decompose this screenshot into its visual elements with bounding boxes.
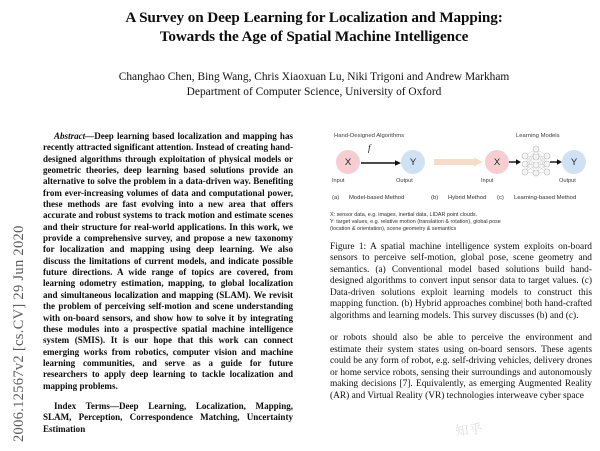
arxiv-identifier-text: 2006.12567v2 [cs.CV] 29 Jun 2020: [11, 225, 27, 442]
page-title: [64, 8, 564, 46]
author-names: Changhao Chen, Bing Wang, Chris Xiaoxuan Lu, Niki Trigoni and Andrew Markham: [118, 71, 510, 83]
index-terms-body: Deep Learning, Localization, Mapping, SLAM, Perception, Correspondence Matching, Uncertainty Estimation: [43, 400, 293, 434]
figure-1-caption: Figure 1: A spatial machine intelligence system exploits on-board sensors to perceive self-motion, global pose, scene geometry and semantics. (a) Conventional model based solutions build hand-designed algorithms to convert input sensor data to target values. (c) Data-driven solutions exploit learning models to construct this mapping function. (b) Hybrid approaches combine| both hand-crafted algorithms and learning models. This survey discusses (b) and (c).: [330, 241, 592, 321]
figure-a-output-node: Y: [401, 150, 425, 174]
index-terms-lead-in: Index Terms—: [54, 400, 119, 411]
figure-c-output-label: Output: [559, 178, 576, 184]
figure-c-input-label: Input: [481, 178, 494, 184]
figure-subcaption-b-tag: (b): [431, 195, 439, 201]
watermark-text: 知乎: [454, 420, 485, 439]
abstract-lead-in: Abstract—: [54, 131, 95, 141]
author-block: [64, 70, 564, 99]
abstract-body: Deep learning based localization and mapping has recently attracted significant attention. Instead of creating hand-designed algorithms through exploitation of physical models or geometric theories, deep learning based solutions provide an alternative to solve the problem in a data-driven way. Benefiting from ever-increasing volumes of data and computational power, these methods are fast evolving into a new area that offers accurate and robust systems to track motion and estimate scenes and their structure for real-world applications. In this work, we provide a comprehensive survey, and propose a new taxonomy for localization and mapping using deep learning. We also discuss the limitations of current models, and indicate possible future directions. A wide range of topics are covered, from learning odometry estimation, mapping, to global localization and simultaneous localization and mapping (SLAM). We revisit the problem of perceiving self-motion and scene understanding with on-board sensors, and show how to solve it by integrating these modules into a prospective spatial machine intelligence system (SMIS). It is our hope that this work can connect emerging works from robotics, computer vision and machine learning communities, and serve as a guide for future researchers to apply deep learning to tackle localization and mapping problems.: [43, 131, 293, 391]
title-line-2: Towards the Age of Spatial Machine Intelligence: [159, 28, 469, 45]
figure-a-input-label: Input: [332, 178, 345, 184]
right-column: [330, 131, 592, 451]
figure-a-arrow-icon: [361, 160, 403, 166]
figure-c-arrow-in-icon: [509, 159, 521, 165]
left-column: [43, 131, 293, 451]
figure-legend-line-3: (location & orientation), scene geometry & semantics: [330, 226, 457, 233]
index-terms-paragraph: [43, 401, 293, 435]
figure-1-graphic: [330, 131, 592, 209]
figure-c-input-node: X: [485, 150, 509, 174]
abstract-paragraph: [43, 131, 293, 392]
author-affiliation: Department of Computer Science, University of Oxford: [186, 85, 442, 98]
figure-legend: [330, 212, 592, 234]
figure-heading-hand-designed: Hand-Designed Algorithms: [334, 133, 405, 139]
figure-subcaption-a-tag: (a): [332, 195, 340, 201]
figure-subcaption-c-tag: (c): [497, 195, 504, 201]
figure-c-output-node: Y: [562, 150, 586, 174]
figure-function-label: f: [368, 143, 371, 153]
figure-subcaption-c-label: Learning-based Method: [514, 195, 577, 201]
title-line-1: A Survey on Deep Learning for Localization and Mapping:: [125, 9, 503, 26]
figure-legend-line-1: X: sensor data, e.g. images, inertial data, LIDAR point clouds.: [330, 212, 478, 218]
figure-heading-learning-models: Learning Models: [516, 133, 560, 139]
figure-b-hybrid-arrow-icon: [434, 157, 484, 167]
figure-legend-line-2: Y: target values, e.g. relative motion (translation & rotation), global pose: [330, 219, 501, 226]
figure-subcaption-b-label: Hybrid Method: [448, 195, 487, 201]
figure-c-arrow-out-icon: [550, 159, 562, 165]
figure-subcaption-a-label: Model-based Method: [349, 195, 405, 201]
figure-a-input-node: X: [336, 150, 360, 174]
body-paragraph: or robots should also be able to perceive the environment and estimate their system states using on-board sensors. These agents could be any form of robot, e.g. self-driving vehicles, delivery drones or home service robots, sensing their surroundings and autonomously making decisions [7]. Equivalently, as emerging Augmented Reality (AR) and Virtual Reality (VR) technologies interweave cyber space: [330, 333, 592, 401]
figure-a-output-label: Output: [396, 178, 413, 184]
